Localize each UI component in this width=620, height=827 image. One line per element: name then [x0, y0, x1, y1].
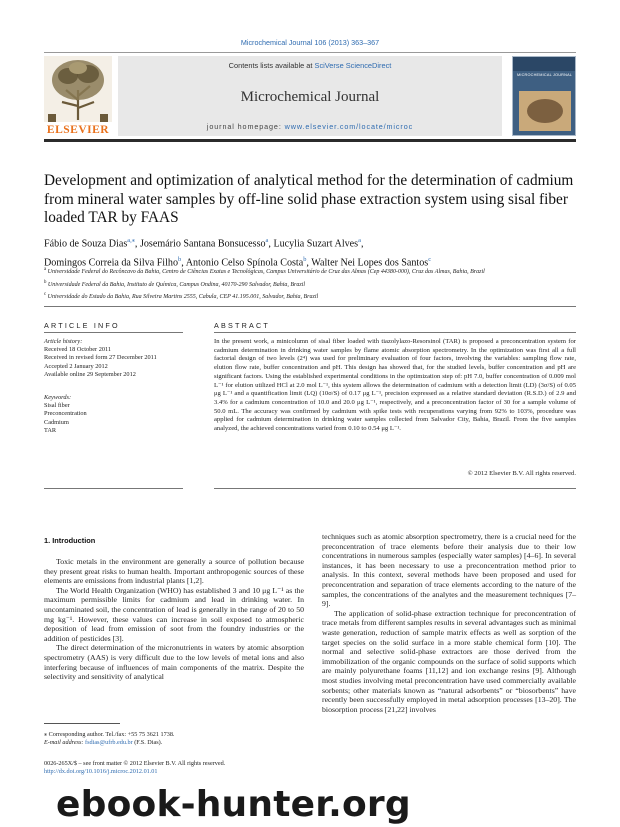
author-email-link[interactable]: fsdias@ufrb.edu.br — [85, 739, 133, 747]
affiliation-mark: a — [44, 267, 47, 272]
affiliation-mark: c — [44, 292, 47, 297]
footnote-divider — [44, 723, 120, 724]
author-name[interactable]: Antonio Celso Spínola Costa — [185, 257, 304, 269]
article-info-heading: ARTICLE INFO — [44, 321, 120, 330]
abstract-bottom-divider — [214, 488, 576, 489]
author-affiliation-mark[interactable]: b — [178, 255, 182, 263]
author-name[interactable]: Walter Nei Lopes dos Santos — [311, 257, 429, 269]
journal-homepage-link[interactable]: www.elsevier.com/locate/microc — [284, 122, 414, 131]
author-name[interactable]: Fábio de Souza Dias — [44, 238, 128, 250]
body-column-right — [322, 532, 576, 714]
author-affiliation-mark[interactable]: a — [358, 237, 361, 244]
journal-homepage-line — [118, 122, 502, 131]
abstract-body: In the present work, a minicolumn of sisal fiber loaded with tiazolylazo-Resorsinol (TAR) is proposed a preconcentration system for cadmium determination in drinking water samples by flame atomic absorption spectrometry. In the optimization was first all a full factorial design of two levels (2⁴) was used for preliminary evaluation of four factors, involving the variables: sampling flow rate, elution flow rate, buffer concentration and pH. This design has showed that, for the studied levels, buffer concentration and pH are significant factors. Using the established experimental conditions in the optimization step of: pH 7.0, buffer concentration of 0.009 mol L⁻¹ for elution utilized HCl at 2.0 mol L⁻¹, this system allows the determination of cadmium with a detection limit (LD) (3σ/S) of 0.05 μg L⁻¹ and a quantification limit (LQ) (10σ/S) of 0.17 μg L⁻¹, precision expressed as a relative standard deviation (R.S.D.) of 2.9 and 3.4% for a cadmium concentration of 10.0 and 20.0 μg L⁻¹, respectively, and a preconcentration factor of 30 for a sample volume of 50.0 mL. The accuracy was confirmed by cadmium with spike tests with recuperations varying from 92% to 103%, procedure was applied for cadmium determination in drinking water samples collected from Salvador City, Bahia, Brazil. From the five samples analyzed, the achieved concentrations varied from 0.10 to 0.54 μg L⁻¹. — [214, 338, 576, 433]
journal-name: Microchemical Journal — [240, 89, 380, 105]
journal-cover-thumbnail[interactable] — [512, 56, 576, 136]
author-separator: , — [268, 238, 274, 250]
keyword-list — [44, 394, 183, 435]
article-title: Development and optimization of analytical method for the determination of cadmium from mineral water samples by off-line solid phase extraction system using sisal fiber loaded TAR by FAAS — [44, 172, 574, 227]
doi-link[interactable]: http://dx.doi.org/10.1016/j.microc.2012.01.01 — [44, 768, 158, 776]
author-separator: , — [306, 257, 312, 269]
author-affiliation-mark[interactable]: b — [303, 255, 307, 263]
journal-header-band — [118, 56, 502, 136]
affiliation-list — [44, 265, 576, 303]
email-label: E-mail address: — [44, 739, 86, 747]
article-info-bottom-divider — [44, 488, 183, 489]
keywords-label: Keywords: — [44, 394, 72, 401]
history-item: Received in revised form 27 December 2011 — [44, 354, 157, 362]
header-divider-top — [44, 52, 576, 53]
history-item: Available online 29 September 2012 — [44, 370, 136, 378]
header-divider-bottom — [44, 139, 576, 142]
body-paragraph: The direct determination of the micronutrients in waters by atomic absorption spectrometry (AAS) is very difficult due to the low levels of metal ions and also interfering because of influences of main components of the matrix. Despite the selectivity and sensitivity of analytical — [44, 643, 304, 682]
history-label: Article history: — [44, 338, 83, 345]
issn-line: 0026-265X/$ – see front matter © 2012 Elsevier B.V. All rights reserved. — [44, 760, 226, 767]
affiliation-text: Universidade do Estado da Bahia, Rua Silveira Martins 2555, Cabula, CEP 41.195.001, Salvador, Bahia, Brazil — [47, 294, 319, 300]
sciencedirect-link[interactable]: SciVerse ScienceDirect — [314, 61, 392, 70]
body-column-left — [44, 557, 304, 682]
author-name[interactable]: Domingos Correia da Silva Filho — [44, 257, 179, 269]
abstract-heading: ABSTRACT — [214, 321, 270, 330]
corresponding-author-line: ⁎ Corresponding author. Tel./fax: +55 75 3621 1738. — [44, 731, 175, 738]
author-affiliation-mark[interactable]: a — [265, 237, 269, 244]
body-paragraph: techniques such as atomic absorption spectrometry, there is a crucial need for the preconcentration of trace elements before their analysis due to their low concentrations in numerous samples (especially water samples) [4–6]. In several instances, it has been necessary to use a preconcentration method prior to analysis. In this context, several methods have been proposed and used for preconcentration and separation of trace elements according to the nature of the samples, the concentrations of the analytes and the measurement techniques [7–9]. — [322, 532, 576, 609]
affiliation-divider — [44, 306, 576, 307]
keyword-item: TAR — [44, 426, 57, 434]
homepage-prefix: journal homepage: — [206, 122, 285, 131]
cover-band — [513, 57, 576, 71]
affiliation-item — [44, 278, 576, 291]
abstract-divider — [214, 332, 576, 333]
author-separator: , — [181, 257, 186, 269]
contents-available-line — [118, 61, 502, 70]
body-paragraph: The World Health Organization (WHO) has established 3 and 10 μg L⁻¹ as the maximum permissible limits for cadmium and lead in drinking water. In uncontaminated soil, the concentration of lead is generally in the range of 20 to 50 mg kg⁻¹. However, these values can increase in soil exposed to atmospheric deposition of lead from emission of soot from the foundry industries or the addition of pesticides [3]. — [44, 585, 304, 643]
journal-citation[interactable]: Microchemical Journal 106 (2013) 363–367 — [240, 38, 380, 47]
corresponding-author-footnote — [44, 731, 304, 748]
author-separator: , — [134, 238, 140, 250]
article-history — [44, 338, 183, 379]
affiliation-text: Universidade Federal da Bahia, Instituto de Química, Campus Ondina, 40170-290 Salvador, Bahia, Brazil — [47, 281, 306, 288]
cover-title: MICROCHEMICAL JOURNAL — [517, 73, 573, 77]
email-suffix: (F.S. Dias). — [132, 739, 163, 747]
history-item: Received 18 October 2011 — [44, 346, 112, 354]
affiliation-mark: b — [44, 279, 47, 285]
body-paragraph: The application of solid-phase extraction technique for preconcentration of trace metals from different samples results in several advantages such as minimal waste generation, reduction of sample matrix effects as well as sorption of the target species on the solid surface in a more stable chemical form [10]. The normal and selective solid-phase extractors are those derived from the immobilization of the organic compounds on the surface of solid supports which are mainly polyurethane foams [11,12] and ion exchange resins [9]. Although most studies involving metal preconcentration have used commercially available sorbents; other materials known as “natural adsorbents” or “biosorbents” have recently been successfully employed in metal adsorption processes [13–20]. The biosorption process [21,22] involves — [322, 608, 576, 714]
email-line — [44, 739, 304, 747]
abstract-copyright: © 2012 Elsevier B.V. All rights reserved. — [467, 470, 576, 477]
keyword-item: Preconcentration — [44, 410, 87, 418]
watermark-text: ebook-hunter.org — [56, 784, 411, 825]
keyword-item: Sisal fiber — [44, 402, 70, 410]
author-affiliation-mark[interactable]: c — [428, 255, 432, 263]
contents-prefix: Contents lists available at — [228, 61, 315, 70]
article-info-divider — [44, 332, 183, 333]
section-heading-introduction: 1. Introduction — [44, 536, 96, 545]
affiliation-text: Universidade Federal do Recôncavo da Bahia, Centro de Ciências Exatas e Tecnológicas, Campus Universitário de Cruz das Almas (Cep 44380-000), Cruz das Almas, Bahia, Brazil — [47, 269, 485, 275]
keyword-item: Cadmium — [44, 418, 69, 426]
author-name[interactable]: Lucylia Suzart Alves — [273, 238, 359, 250]
elsevier-tree-icon — [44, 56, 112, 122]
affiliation-item — [44, 290, 576, 303]
issn-block — [44, 760, 304, 777]
affiliation-item — [44, 265, 576, 278]
author-affiliation-mark[interactable]: a,⁎ — [127, 237, 135, 244]
elsevier-logo[interactable] — [44, 56, 112, 136]
cover-art-image — [519, 91, 571, 131]
elsevier-wordmark: ELSEVIER — [46, 124, 110, 136]
author-name[interactable]: Josemário Santana Bonsucesso — [139, 238, 266, 250]
author-separator: , — [360, 238, 364, 250]
body-paragraph: Toxic metals in the environment are generally a source of pollution because they present great risks to human health. Important anthropogenic sources of these elements are emissions from industrial plants [1,2]. — [44, 557, 304, 586]
history-item: Accepted 2 January 2012 — [44, 362, 108, 370]
